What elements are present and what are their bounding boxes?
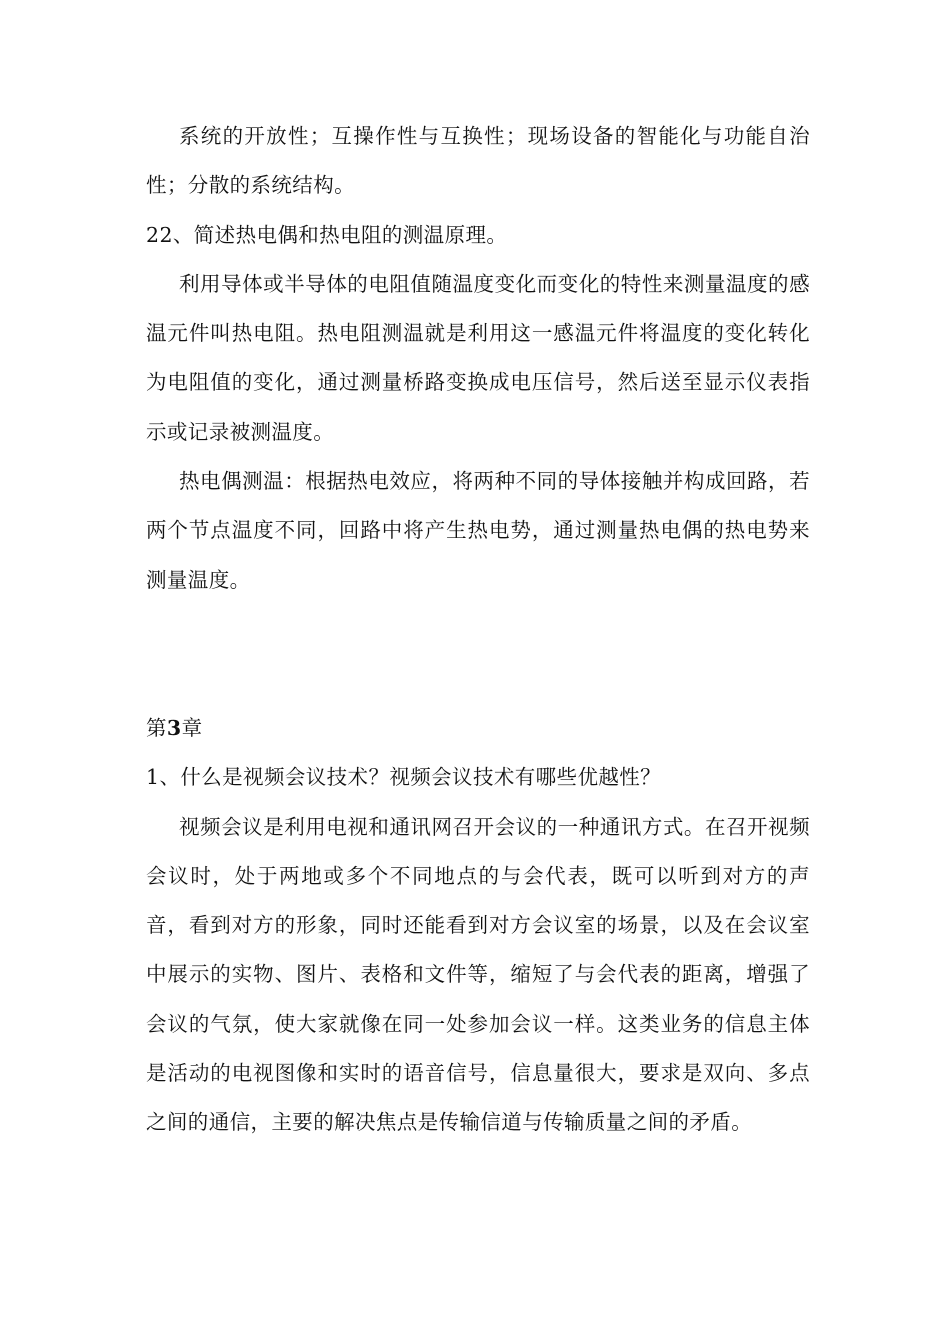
question-22: 22、简述热电偶和热电阻的测温原理。	[146, 222, 508, 247]
page-content	[146, 112, 810, 1148]
paragraph-system-features: 系统的开放性；互操作性与互换性；现场设备的智能化与功能自治性；分散的系统结构。	[146, 124, 810, 198]
section-spacer	[146, 605, 810, 704]
chapter-prefix: 第	[146, 715, 167, 740]
paragraph-thermocouple: 热电偶测温：根据热电效应，将两种不同的导体接触并构成回路，若两个节点温度不同，回路中将产生热电势，通过测量热电偶的热电势来测量温度。	[146, 469, 810, 592]
paragraph-video-conference: 视频会议是利用电视和通讯网召开会议的一种通讯方式。在召开视频会议时，处于两地或多个不同地点的与会代表，既可以听到对方的声音，看到对方的形象，同时还能看到对方会议室的场景，以及在会议室中展示的实物、图片、表格和文件等，缩短了与会代表的距离，增强了会议的气氛，使大家就像在同一处参加会议一样。这类业务的信息主体是活动的电视图像和实时的语音信号，信息量很大，要求是双向、多点之间的通信，主要的解决焦点是传输信道与传输质量之间的矛盾。	[146, 814, 810, 1135]
question-1: 1、什么是视频会议技术？视频会议技术有哪些优越性？	[146, 765, 662, 790]
chapter-suffix: 章	[181, 715, 203, 740]
paragraph-thermal-resistor: 利用导体或半导体的电阻值随温度变化而变化的特性来测量温度的感温元件叫热电阻。热电阻测温就是利用这一感温元件将温度的变化转化为电阻值的变化，通过测量桥路变换成电压信号，然后送至显示仪表指示或记录被测温度。	[146, 271, 810, 444]
chapter-heading	[146, 704, 810, 753]
chapter-number: 3	[166, 715, 182, 740]
